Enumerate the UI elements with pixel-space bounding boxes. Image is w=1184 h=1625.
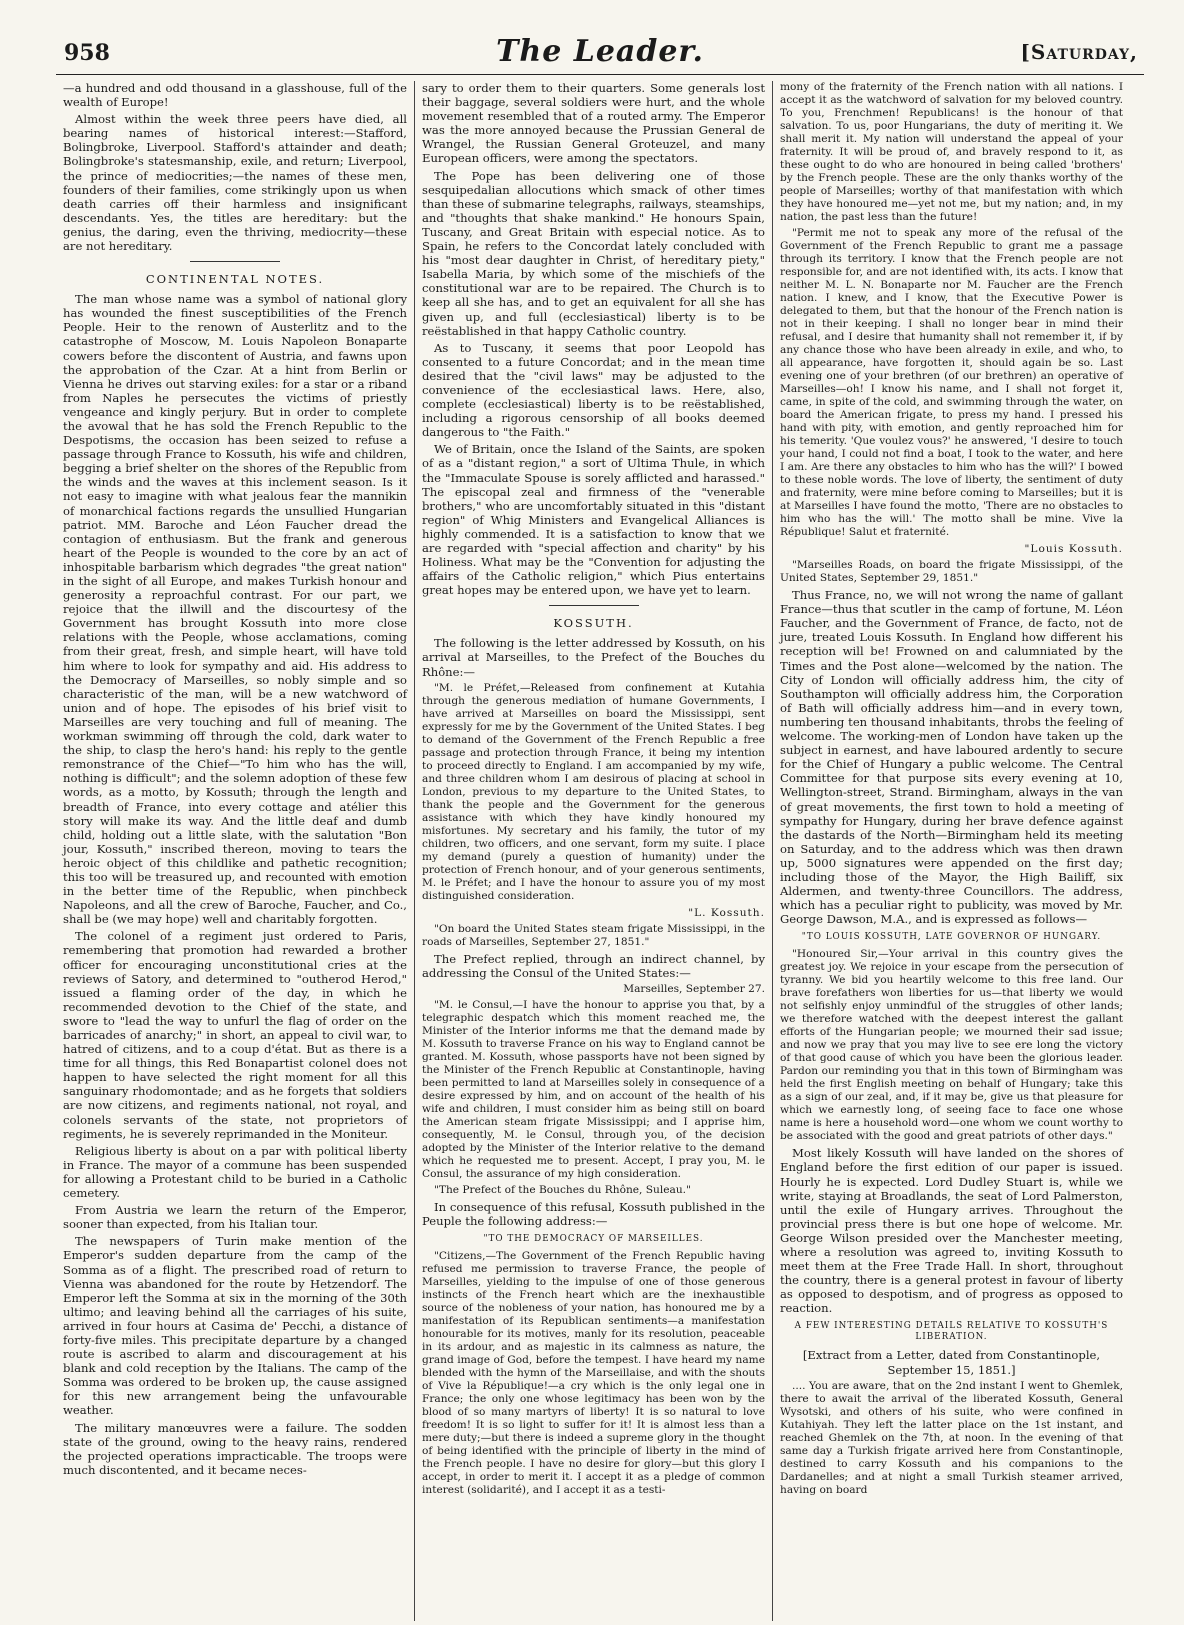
section-heading-continental-notes: CONTINENTAL NOTES. bbox=[145, 272, 325, 287]
paragraph: The man whose name was a symbol of national glory has wounded the finest susceptibilities of the French People. Heir to the renown of Austerlitz and to the catastrophe of Moscow, M. Louis Napoleon Bonaparte cowers before the discontent of Austria, and fawns upon the approbation of the Czar. At a hint from Berlin or Vienna he drives out starving exiles: for a star or a riband from Naples he persecutes the victims of priestly vengeance and kingly perjury. But in order to complete the avowal that he has sold the French Republic to the Despotisms, the occasion has been seized to refuse a passage through France to Kossuth, his wife and children, begging a brief shelter on the shores of the Republic from the winds and the waves at this inclement season. Is it not easy to imagine with what jealous fear the mannikin of monarchical factions regards the unsullied Hungarian patriot. MM. Baroche and Léon Faucher dread the contagion of enthusiasm. But the frank and generous heart of the People is wounded to the core by an act of inhospitable barbarism which degrades "the great nation" in the sight of all Europe, and makes Turkish honour and generosity a reproachful contrast. For our part, we rejoice that the illwill and the discourtesy of the Government has brought Kossuth into more close relations with the People, whose acclamations, coming from their great, fresh, and simple heart, will have told him where to look for sympathy and aid. His address to the Democracy of Marseilles, so nobly simple and so characteristic of the man, will be a new watchword of union and of hope. The episodes of his brief visit to Marseilles are very touching and full of meaning. The workman swimming off through the cold, dark water to the ship, to clasp the hero's hand: his reply to the gentle remonstrance of the Chief—"To him who has the will, nothing is difficult"; and the solemn adoption of these few words, as a motto, by Kossuth; through the length and breadth of France, into every cottage and atélier this story will make its way. And the little deaf and dumb child, holding out a little slate, with the salutation "Bon jour, Kossuth," inscribed thereon, moving to tears the heroic object of this childlike and pathetic recognition; this too will be treasured up, and recounted with emotion in the better time of the Republic, when pinchbeck Napoleons, and all the crew of Baroche, Faucher, and Co., shall be (we may hope) well and charitably forgotten. bbox=[63, 292, 407, 927]
paragraph: The military manœuvres were a failure. The sodden state of the ground, owing to the heavy rains, rendered the projected operations impracticable. The troops were much discontented, and it became neces- bbox=[63, 1420, 407, 1477]
letter-paragraph: "M. le Consul,—I have the honour to apprise you that, by a telegraphic despatch which this moment reached me, the Minister of the Interior informs me that the demand made by M. Kossuth to traverse France on his way to England cannot be granted. M. Kossuth, whose passports have not been signed by the Minister of the French Republic at Constantinople, having been permitted to land at Marseilles solely in consequence of a desire expressed by him, and on account of the health of his wife and children, I must consider him as being still on board the American steam frigate Mississippi; and I apprise him, consequently, M. le Consul, through you, of the decision adopted by the Minister of the Interior relative to the demand which he requested me to present. Accept, I pray you, M. le Consul, the assurance of my high consideration. bbox=[422, 998, 765, 1180]
paragraph: —a hundred and odd thousand in a glasshouse, full of the wealth of Europe! bbox=[63, 81, 407, 110]
letter-paragraph: "M. le Préfet,—Released from confinement at Kutahia through the generous mediation of humane Governments, I have arrived at Marseilles on board the Mississippi, sent expressly for me by the Government of the United States. I beg to demand of the Government of the French Republic a free passage and protection through France, it being my intention to proceed directly to England. I am accompanied by my wife, and three children whom I am desirous of placing at school in London, previous to my departure to the United States, to thank the people and the Government for the generous assistance with which they have kindly honoured my misfortunes. My secretary and his family, the tutor of my children, two officers, and one servant, form my suite. I place my demand (purely a question of humanity) under the protection of French honour, and of your generous sentiments, M. le Préfet; and I have the honour to assure you of my most distinguished consideration. bbox=[422, 681, 765, 902]
paragraph: The Prefect replied, through an indirect channel, by addressing the Consul of the United States:— bbox=[422, 951, 765, 980]
address-heading: "TO THE DEMOCRACY OF MARSEILLES. bbox=[483, 1234, 704, 1245]
extract-note: [Extract from a Letter, dated from Constantinople, September 15, 1851.] bbox=[802, 1348, 1101, 1377]
column-2 bbox=[414, 81, 772, 1621]
paragraph: The following is the letter addressed by Kossuth, on his arrival at Marseilles, to the Prefect of the Bouches du Rhône:— bbox=[422, 636, 765, 679]
paragraph: Religious liberty is about on a par with political liberty in France. The mayor of a commune has been suspended for allowing a Protestant child to be buried in a Catholic cemetery. bbox=[63, 1143, 407, 1201]
address-heading: "TO LOUIS KOSSUTH, LATE GOVERNOR OF HUNGARY. bbox=[801, 932, 1102, 943]
letter-signature: "The Prefect of the Bouches du Rhône, Suleau." bbox=[434, 1183, 691, 1196]
paragraph: Thus France, no, we will not wrong the name of gallant France—thus that scutler in the camp of fortune, M. Léon Faucher, and the Government of France, de facto, not de jure, treated Louis Kossuth. In England how different his reception will be! Frowned on and calumniated by the Times and the Post alone—welcomed by the nation. The City of London will officially address him, the city of Southampton will officially address him, the Corporation of Bath will officially address him—and in every town, numbering ten thousand inhabitants, throbs the feeling of welcome. The working-men of London have taken up the subject in earnest, and have laboured ardently to secure for the Chief of Hungary a public welcome. The Central Committee for that purpose sits every evening at 10, Wellington-street, Strand. Birmingham, always in the van of great movements, the first town to hold a meeting of sympathy for Hungary, during her brave defence against the dastards of the North—Birmingham held its meeting on Saturday, and to the address which was then drawn up, 5000 signatures were appended on the first day; including those of the Mayor, the High Bailiff, six Aldermen, and twenty-three Councillors. The address, which has a peculiar right to publicity, was moved by Mr. George Dawson, M.A., and is expressed as follows— bbox=[780, 588, 1123, 927]
issue-day: [Saturday, bbox=[1020, 40, 1138, 64]
paragraph: The Pope has been delivering one of those sesquipedalian allocutions which smack of other times than these of submarine telegraphs, railways, steamships, and "thoughts that shake mankind." He honours Spain, Tuscany, and Great Britain with especial notice. As to Spain, he refers to the Concordat lately concluded with his "most dear daughter in Christ, of hereditary piety," Isabella Maria, by which some of the mischiefs of the constitutional war are to be repaired. The Church is to keep all she has, and to get an equivalent for all she has given up, and full (ecclesiastical) liberty is to be reëstablished in that happy Catholic country. bbox=[422, 168, 765, 338]
paragraph: Most likely Kossuth will have landed on the shores of England before the first edition of our paper is issued. Hourly he is expected. Lord Dudley Stuart is, while we write, staying at Broadlands, the seat of Lord Palmerston, until the exile of Hungary arrives. Throughout the provincial press there is but one hope of welcome. Mr. George Wilson presided over the Manchester meeting, where a resolution was agreed to, inviting Kossuth to meet them at the Free Trade Hall. In short, throughout the country, there is a general protest in favour of liberty as opposed to despotism, and of progress as opposed to reaction. bbox=[780, 1146, 1123, 1316]
paragraph: The colonel of a regiment just ordered to Paris, remembering that promotion had rewarded a brother officer for encouraging unconstitutional cries at the reviews of Satory, and determined to "outherod Herod," issued a flaming order of the day, in which he recommended devotion to the Chief of the state, and swore to "lead the way to unfurl the flag of order on the barricades of anarchy;" in short, an appeal to civil war, to hatred of citizens, and to a coup d'état. But as there is a time for all things, this Red Bonapartist colonel does not happen to have selected the right moment for all this sanguinary rhodomontade; and as he forgets that soldiers are now citizens, and regiments national, not royal, and colonels servants of the state, not proprietors of regiments, he is severely reprimanded in the Moniteur. bbox=[63, 929, 407, 1141]
paragraph: The newspapers of Turin make mention of the Emperor's sudden departure from the camp of the Somma as of a flight. The prescribed road of return to Vienna was abandoned for the route by Hetzendorf. The Emperor left the Somma at six in the morning of the 30th ultimo; and leaving behind all the carriages of his suite, arrived in four hours at Casima de' Pecchi, a distance of forty-five miles. This precipitate departure by a changed route is ascribed to alarm and discouragement at his blank and cold reception by the Italians. The camp of the Somma was ordered to be broken up, the cause assigned for this new arrangement being the unfavourable weather. bbox=[63, 1234, 407, 1418]
letter-paragraph: "Honoured Sir,—Your arrival in this country gives the greatest joy. We rejoice in your escape from the persecution of tyranny. We bid you heartily welcome to this free land. Our brave forefathers won liberties for us—that liberty we would not selfishly enjoy unmindful of the struggles of other lands; we therefore watched with the deepest interest the gallant efforts of the Hungarian people; we mourned their sad issue; and now we pray that you may live to see ere long the victory of that good cause of which you have been the glorious leader. Pardon our reminding you that in this town of Birmingham was held the first English meeting on behalf of Hungary; take this as a sign of our zeal, and, if it may be, give us that pleasure for which we earnestly long, of seeing face to face one whose name is here a household word—one whom we count worthy to be associated with the good and great patriots of other days." bbox=[780, 948, 1123, 1143]
section-divider bbox=[190, 261, 280, 262]
letter-paragraph: "Citizens,—The Government of the French Republic having refused me permission to traverse France, the people of Marseilles, yielding to the impulse of one of those generous instincts of the French heart which are the inexhaustible source of the nobleness of your nation, has honoured me by a manifestation of its Republican sentiments—a manifestation honourable for its motives, manly for its resolution, peaceable in its ardour, and as majestic in its calmness as nature, the grand image of God, before the tempest. I have heard my name blended with the hymn of the Marseillaise, and with the shouts of Vive la République!—a cry which is the only legal one in France; the only one whose legitimacy has been won by the blood of so many martyrs of liberty! It is so natural to love freedom! It is so light to suffer for it! It is almost less than a mere duty;—but there is indeed a supreme glory in the thought of being identified with the principle of liberty in the mind of the French people. I have no desire for glory—but this glory I accept, in order to merit it. I accept it as a pledge of common interest (solidarité), and I accept it as a testi- bbox=[422, 1250, 765, 1497]
letter-paragraph: .... You are aware, that on the 2nd instant I went to Ghemlek, there to await the arrival of the liberated Kossuth, General Wysotski, and others of his suite, who were confined in Kutahiyah. They left the latter place on the 1st instant, and reached Ghemlek on the 7th, at noon. In the evening of that same day a Turkish frigate arrived here from Constantinople, destined to carry Kossuth and his companions to the Dardanelles; and at night a small Turkish steamer arrived, having on board bbox=[780, 1379, 1123, 1496]
paragraph: Almost within the week three peers have died, all bearing names of historical interest:—Stafford, Bolingbroke, Liverpool. Stafford's attainder and death; Bolingbroke's statesmanship, exile, and return; Liverpool, the prince of mediocrities;—the names of these men, founders of their families, come strikingly upon us when death carries off their harmless and insignificant descendants. Yes, the titles are hereditary: but the genius, the daring, even the thriving, mediocrity—these are not hereditary. bbox=[63, 112, 407, 254]
paragraph: From Austria we learn the return of the Emperor, sooner than expected, from his Italian tour. bbox=[63, 1203, 407, 1232]
letter-signature: "Louis Kossuth. bbox=[1024, 543, 1123, 555]
section-heading-kossuth: KOSSUTH. bbox=[553, 616, 634, 631]
letter-dateline: Marseilles, September 27. bbox=[623, 982, 765, 995]
letter-paragraph: "Permit me not to speak any more of the refusal of the Government of the French Republic to grant me a passage through its territory. I know that the French people are not responsible for, and are not identified with, its acts. I know that neither M. L. N. Bonaparte nor M. Faucher are the French nation. I knew, and I know, that the Executive Power is delegated to them, but that the honour of the French nation is not in their keeping. I shall no longer bear in mind their refusal, and I desire that humanity shall not remember it, if by any chance those who have been already in exile, and who, to all appearance, have forgotten it, should again be so. Last evening one of your brethren (of our brethren) an operative of Marseilles—oh! I know his name, and I shall not forget it, came, in spite of the cold, and swimming through the water, on board the American frigate, to press my hand. I pressed his hand with pity, with emotion, and gently reproached him for his temerity. 'Que voulez vous?' he answered, 'I desire to touch your hand, I could not find a boat, I took to the water, and here I am. Are there any obstacles to him who has the will?' I bowed to these noble words. The love of liberty, the sentiment of duty and fraternity, were mine before coming to Marseilles; but it is at Marseilles I have found the motto, 'There are no obstacles to him who has the will.' The motto shall be mine. Vive la République! Salut et fraternité. bbox=[780, 227, 1123, 538]
paragraph: In consequence of this refusal, Kossuth published in the Peuple the following address:— bbox=[422, 1199, 765, 1229]
column-1 bbox=[56, 81, 414, 1621]
article-columns bbox=[56, 81, 1144, 1621]
column-3 bbox=[772, 81, 1130, 1621]
letter-dateline: "On board the United States steam frigate Mississippi, in the roads of Marseilles, September 27, 1851." bbox=[422, 922, 765, 948]
masthead bbox=[56, 34, 1144, 75]
page-number: 958 bbox=[64, 40, 110, 66]
letter-signature: "L. Kossuth. bbox=[688, 906, 765, 919]
paragraph: sary to order them to their quarters. Some generals lost their baggage, several soldiers were hurt, and the whole movement resembled that of a routed army. The Emperor was the more annoyed because the Prussian General de Wrangel, the Russian General Groteuzel, and many European officers, were among the spectators. bbox=[422, 81, 765, 166]
letter-dateline: "Marseilles Roads, on board the frigate Mississippi, of the United States, September 29, 1851." bbox=[780, 559, 1123, 585]
newspaper-title: The Leader. bbox=[496, 34, 704, 69]
section-divider bbox=[549, 605, 639, 606]
letter-paragraph: mony of the fraternity of the French nation with all nations. I accept it as the watchword of salvation for my beloved country. To you, Frenchmen! Republicans! is the honour of that salvation. To us, poor Hungarians, the duty of meriting it. We shall merit it. My nation will understand the appeal of your fraternity. It will be proud of, and bravely respond to it, as these ought to do who are honoured in being called 'brothers' by the French people. These are the only thanks worthy of the people of Marseilles; worthy of that manifestation with which they have honoured me—yet not me, but my nation; and, in my nation, the past less than the future! bbox=[780, 81, 1123, 223]
paragraph: We of Britain, once the Island of the Saints, are spoken of as a "distant region," a sort of Ultima Thule, in which the "Immaculate Spouse is sorely afflicted and harassed." The episcopal zeal and firmness of the "venerable brothers," who are uncomfortably situated in this "distant region" of Whig Ministers and Evangelical Alliances is highly commended. It is a satisfaction to know that we are regarded with "special affection and charity" by his Holiness. What may be the "Convention for adjusting the affairs of the Catholic religion," which Pius entertains great hopes may be entered upon, we have yet to learn. bbox=[422, 442, 765, 598]
section-subheading: A FEW INTERESTING DETAILS RELATIVE TO KOSSUTH'S LIBERATION. bbox=[794, 1321, 1109, 1343]
paragraph: As to Tuscany, it seems that poor Leopold has consented to a future Concordat; and in the mean time desired that the "civil laws" may be adjusted to the convenience of the ecclesiastical laws. Here, also, complete (ecclesiastical) liberty is to be reëstablished, including a rigorous censorship of all books deemed dangerous to "the Faith." bbox=[422, 340, 765, 440]
